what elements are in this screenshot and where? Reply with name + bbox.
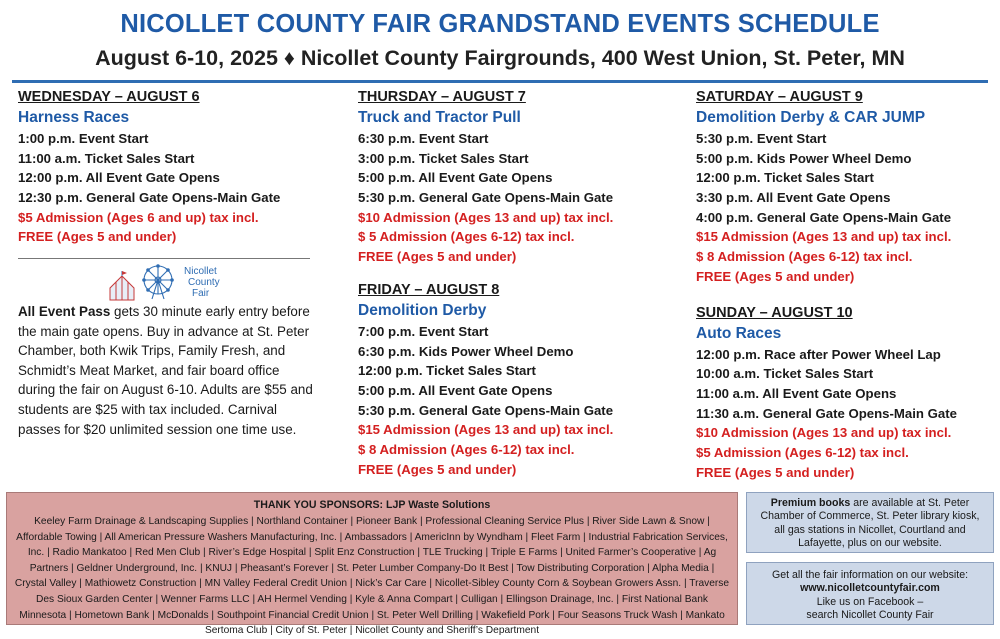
schedule-line: 12:00 p.m. Ticket Sales Start xyxy=(358,363,536,379)
saturday-sunday-column xyxy=(696,87,996,482)
wednesday-section xyxy=(18,87,318,247)
saturday-section xyxy=(696,87,996,287)
ferris-wheel-icon xyxy=(108,262,228,302)
info-line: Like us on Facebook – xyxy=(816,595,924,608)
schedule-line: 11:00 a.m. All Event Gate Opens xyxy=(696,385,897,401)
premium-books-text: are available at St. Peter Chamber of Commerce, St. Peter library kiosk, all gas stations in Nicollet, Courtland and Lafayette, plus on our website. xyxy=(760,497,980,550)
schedule-line: 12:00 p.m. Ticket Sales Start xyxy=(696,170,874,186)
schedule-line: 12:00 p.m. All Event Gate Opens xyxy=(18,170,220,186)
premium-books-title: Premium books xyxy=(770,497,851,509)
section-divider xyxy=(18,258,310,259)
schedule-line: 5:30 p.m. General Gate Opens-Main Gate xyxy=(358,190,614,206)
premium-books-box xyxy=(746,492,994,553)
thursday-section xyxy=(358,87,678,267)
schedule-line: 5:30 p.m. General Gate Opens-Main Gate xyxy=(358,402,614,418)
day-heading: FRIDAY – AUGUST 8 xyxy=(358,281,500,298)
sponsors-title: THANK YOU SPONSORS: LJP Waste Solutions xyxy=(253,499,491,511)
price-line: $5 Admission (Ages 6 and up) tax incl. xyxy=(18,209,259,225)
info-line: Get all the fair information on our website: xyxy=(771,569,969,581)
sponsors-box xyxy=(6,492,738,637)
event-name: Harness Races xyxy=(18,109,130,126)
event-name: Auto Races xyxy=(696,324,782,342)
price-line: FREE (Ages 5 and under) xyxy=(696,464,855,480)
event-name: Demolition Derby & CAR JUMP xyxy=(696,109,926,126)
day-heading: SUNDAY – AUGUST 10 xyxy=(696,304,853,321)
schedule-line: 5:00 p.m. Kids Power Wheel Demo xyxy=(696,150,912,166)
thursday-friday-column xyxy=(358,87,678,479)
price-line: $15 Admission (Ages 13 and up) tax incl. xyxy=(358,422,614,438)
info-line: search Nicollet County Fair xyxy=(806,609,934,622)
day-heading: WEDNESDAY – AUGUST 6 xyxy=(18,89,200,105)
website-link[interactable]: www.nicolletcountyfair.com xyxy=(800,582,940,595)
price-line: $15 Admission (Ages 13 and up) tax incl. xyxy=(696,229,952,245)
price-line: $ 8 Admission (Ages 6-12) tax incl. xyxy=(696,249,913,265)
schedule-line: 3:00 p.m. Ticket Sales Start xyxy=(358,150,529,166)
pass-text: gets 30 minute early entry before the main gate opens. Buy in advance at St. Peter Chamber, both Kwik Trips, Family Fresh, and Schmidt’s Meat Market, and fair board office during the fair on August 6-10. Adults are $55 and students are $25 with tax included. Carnival passes for $20 unlimited session one time use. xyxy=(18,304,313,437)
pass-title: All Event Pass xyxy=(18,304,111,319)
schedule-line: 5:00 p.m. All Event Gate Opens xyxy=(358,382,553,398)
fair-info-box xyxy=(746,562,994,625)
schedule-line: 5:00 p.m. All Event Gate Opens xyxy=(358,170,553,186)
schedule-line: 4:00 p.m. General Gate Opens-Main Gate xyxy=(696,209,952,225)
fair-logo xyxy=(108,262,228,302)
sponsors-list: Keeley Farm Drainage & Landscaping Supplies | Northland Container | Pioneer Bank | Professional Cleaning Service Plus | River Side Lawn & Snow | Affordable Towing | All American Pressure Washers Manufacturing, Inc. | Ambassadors | AmericInn by Wyndham | Fleet Farm | Industrial Fabrication Services, Inc. | Radio Mankatoo | Red Men Club | River’s Edge Hospital | Split Enz Construction | TLE Trucking | Triple E Farms | United Farmer’s Cooperative | Ag Partners | Geldner Underground, Inc. | KNUJ | Pheasant’s Forever | St. Peter Lumber Company-Do It Best | Tow Distributing Corporation | Alpha Media | Crystal Valley | Mathiowetz Construction | MN Valley Federal Credit Union | Nick’s Car Care | Nicollet-Sibley County Corn & Soybean Growers Assn. | Traverse Des Sioux Garden Center | Wenner Farms LLC | AH Hermel Vending | Kyle & Anna Compart | Culligan | Ellingson Drainage, Inc. | First National Bank Minnesota | Hometown Bank | McDonalds | Southpoint Financial Credit Union | St. Peter Well Drilling | Wakefield Pork | Four Seasons Truck Wash | Mankato Sertoma Club | City of St. Peter | Nicollet County and Sheriff’s Department xyxy=(14,516,730,637)
price-line: $5 Admission (Ages 6-12) tax incl. xyxy=(696,444,909,460)
schedule-line: 6:30 p.m. Event Start xyxy=(358,131,489,146)
svg-text:Nicollet: Nicollet xyxy=(184,266,217,277)
event-name: Truck and Tractor Pull xyxy=(358,109,521,126)
price-line: FREE (Ages 5 and under) xyxy=(358,461,517,477)
schedule-line: 12:30 p.m. General Gate Opens-Main Gate xyxy=(18,190,281,206)
page-title: NICOLLET COUNTY FAIR GRANDSTAND EVENTS SCHEDULE xyxy=(120,10,880,38)
svg-text:Fair: Fair xyxy=(192,288,210,299)
price-line: $10 Admission (Ages 13 and up) tax incl. xyxy=(696,425,952,441)
schedule-line: 3:30 p.m. All Event Gate Opens xyxy=(696,190,891,206)
event-name: Demolition Derby xyxy=(358,301,487,319)
schedule-line: 7:00 p.m. Event Start xyxy=(358,323,489,339)
price-line: FREE (Ages 5 and under) xyxy=(696,268,855,284)
schedule-line: 12:00 p.m. Race after Power Wheel Lap xyxy=(696,346,941,362)
schedule-line: 1:00 p.m. Event Start xyxy=(18,131,149,146)
sunday-section xyxy=(696,303,996,483)
price-line: $ 5 Admission (Ages 6-12) tax incl. xyxy=(358,229,575,245)
day-heading: THURSDAY – AUGUST 7 xyxy=(358,89,526,105)
header-divider xyxy=(12,80,988,83)
page-subtitle: August 6-10, 2025 ♦ Nicollet County Fairgrounds, 400 West Union, St. Peter, MN xyxy=(95,46,905,70)
price-line: FREE (Ages 5 and under) xyxy=(358,249,517,265)
schedule-line: 10:00 a.m. Ticket Sales Start xyxy=(696,366,874,382)
day-heading: SATURDAY – AUGUST 9 xyxy=(696,89,863,105)
friday-section xyxy=(358,280,678,480)
schedule-line: 11:00 a.m. Ticket Sales Start xyxy=(18,150,195,166)
schedule-line: 5:30 p.m. Event Start xyxy=(696,131,827,146)
price-line: $ 8 Admission (Ages 6-12) tax incl. xyxy=(358,441,575,457)
price-line: $10 Admission (Ages 13 and up) tax incl. xyxy=(358,209,614,225)
schedule-line: 6:30 p.m. Kids Power Wheel Demo xyxy=(358,343,574,359)
svg-text:County: County xyxy=(188,277,220,288)
schedule-line: 11:30 a.m. General Gate Opens-Main Gate xyxy=(696,405,957,421)
all-event-pass-info xyxy=(18,302,318,439)
price-line: FREE (Ages 5 and under) xyxy=(18,229,177,245)
